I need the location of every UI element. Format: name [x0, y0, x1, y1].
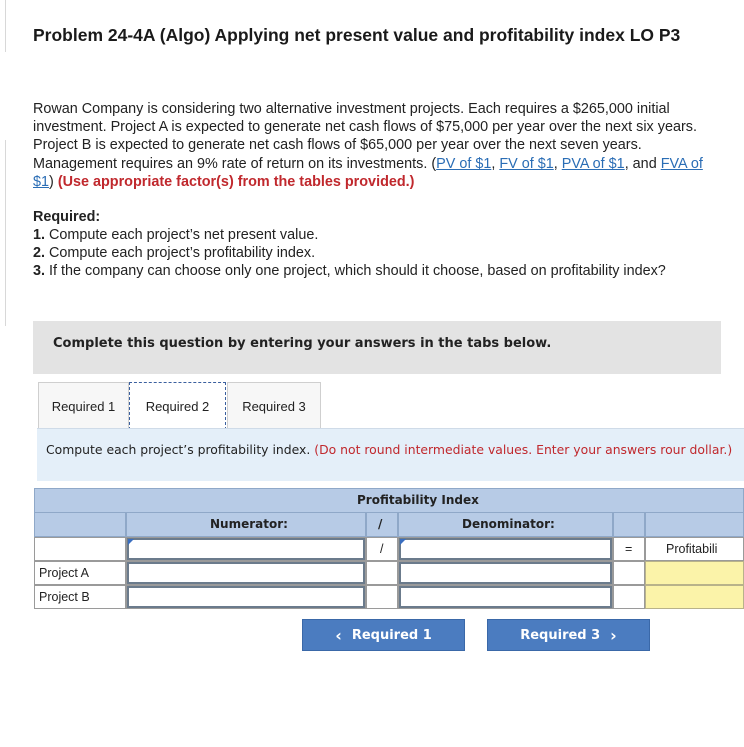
problem-title: Problem 24-4A (Algo) Applying net present value and profitability index LO P3: [33, 25, 681, 45]
intro-text: Rowan Company is considering two alternative investment projects. Each requires a $265,000 initial investment. Project A is expected to generate net cash flows of $75,000 per year over the next six years. Project B is expected to generate net cash flows of $65,000 per year over the next seven years. Management requires an 9% rate of return on its investments. (: [33, 101, 697, 172]
project-b-numerator-input[interactable]: [127, 586, 365, 608]
problem-intro: [33, 100, 723, 191]
required-item-text: If the company can choose only one project, which should it choose, based on profitability index?: [49, 263, 666, 279]
project-a-label: Project A: [39, 566, 90, 580]
required-item: [33, 226, 723, 244]
next-required-button[interactable]: [487, 619, 650, 651]
chevron-right-icon: ›: [610, 625, 617, 645]
link-fv-of-1[interactable]: FV of $1: [499, 155, 554, 172]
project-a-denominator-input[interactable]: [399, 562, 612, 584]
required-item-text: Compute each project’s net present value.: [49, 227, 319, 243]
tab-instructions-text: Compute each project’s profitability index.: [46, 442, 311, 457]
required-item-text: Compute each project’s profitability index.: [49, 245, 316, 261]
next-button-label: Required 3: [520, 627, 601, 643]
equals-cell: [613, 561, 645, 585]
chevron-left-icon: ‹: [335, 625, 342, 645]
link-separator: , and: [624, 155, 661, 172]
required-item: [33, 244, 723, 262]
equals-sign: =: [625, 542, 633, 556]
header-equals: [613, 512, 645, 537]
tab-required-2[interactable]: Required 2: [129, 382, 226, 430]
instructions-banner: [33, 321, 721, 374]
link-pv-of-1[interactable]: PV of $1: [436, 155, 492, 172]
required-section: [33, 208, 723, 280]
left-edge-divider: [0, 140, 6, 326]
prev-required-button[interactable]: [302, 619, 465, 651]
divide-cell: [366, 561, 398, 585]
denominator-label-select[interactable]: [399, 538, 612, 560]
project-b-result-cell: [645, 585, 744, 609]
denominator-header: Denominator:: [462, 517, 555, 531]
numerator-label-select[interactable]: [127, 538, 365, 560]
tab-instructions: [46, 441, 744, 458]
tab-instructions-panel: [37, 428, 744, 481]
profitability-index-table: [34, 488, 744, 611]
link-fva-of-1[interactable]: FVA of $1: [33, 155, 703, 190]
divide-sign: /: [380, 542, 384, 556]
tab-required-3[interactable]: Required 3: [227, 382, 321, 430]
required-item: [33, 262, 723, 280]
numerator-header: Numerator:: [210, 517, 288, 531]
rounding-note: (Do not round intermediate values. Enter your answers rour dollar.): [314, 442, 733, 457]
project-b-label: Project B: [39, 590, 90, 604]
banner-text: Complete this question by entering your answers in the tabs below.: [53, 336, 552, 351]
divide-sign-header: /: [378, 517, 383, 531]
required-item-number: 3.: [33, 263, 46, 279]
left-edge-divider: [0, 0, 6, 52]
prev-button-label: Required 1: [351, 627, 432, 643]
divide-cell: [366, 585, 398, 609]
table-title: Profitability Index: [357, 493, 479, 507]
equals-cell: [613, 585, 645, 609]
header-result: [645, 512, 744, 537]
result-header: Profitabili: [666, 542, 718, 556]
project-b-denominator-input[interactable]: [399, 586, 612, 608]
required-item-number: 1.: [33, 227, 46, 243]
project-a-result-cell: [645, 561, 744, 585]
intro-close-paren: ): [49, 173, 54, 190]
header-blank: [34, 512, 126, 537]
project-a-numerator-input[interactable]: [127, 562, 365, 584]
tab-required-1[interactable]: Required 1: [38, 382, 129, 430]
required-item-number: 2.: [33, 245, 46, 261]
link-separator: ,: [491, 155, 500, 172]
instruction-text: (Use appropriate factor(s) from the tables provided.): [57, 173, 415, 190]
label-row-blank: [34, 537, 126, 561]
required-heading: Required:: [33, 209, 101, 225]
link-pva-of-1[interactable]: PVA of $1: [561, 155, 625, 172]
link-separator: ,: [553, 155, 562, 172]
